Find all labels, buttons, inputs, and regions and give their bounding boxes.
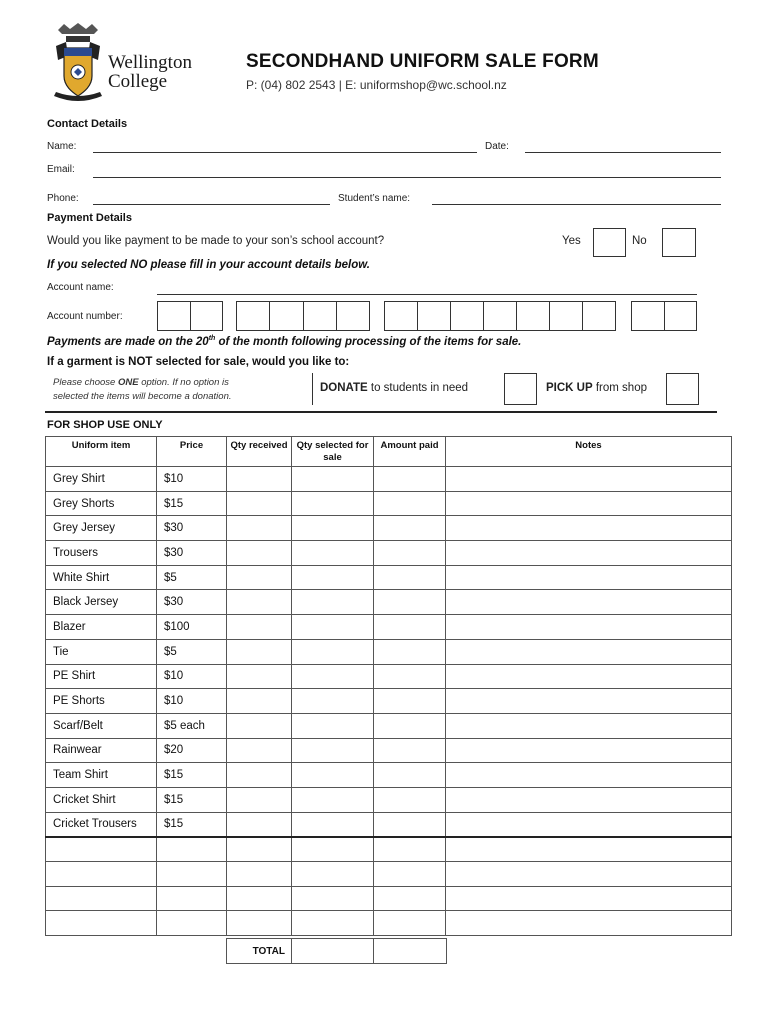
price-cell: $20: [157, 738, 227, 763]
college-name-line1: Wellington: [108, 52, 192, 73]
amount-paid-cell[interactable]: [374, 812, 446, 837]
blank-cell[interactable]: [446, 911, 732, 936]
qty-selected-cell[interactable]: [292, 467, 374, 492]
blank-cell[interactable]: [46, 886, 157, 911]
account-name-label: Account name:: [47, 282, 114, 293]
qty-received-cell[interactable]: [227, 738, 292, 763]
blank-cell[interactable]: [46, 837, 157, 862]
account-name-field[interactable]: [157, 294, 697, 295]
student-name-label: Student’s name:: [338, 193, 411, 204]
price-cell: $30: [157, 590, 227, 615]
email-label: Email:: [47, 164, 75, 175]
table-row: [46, 763, 732, 788]
name-field[interactable]: [93, 152, 477, 153]
uniform-item-cell: Tie: [46, 639, 157, 664]
blank-table-row: [46, 862, 732, 887]
blank-cell[interactable]: [374, 886, 446, 911]
college-crest-icon: [52, 22, 104, 106]
col-qty-received: Qty received: [227, 437, 292, 467]
table-header-row: [46, 437, 732, 467]
no-checkbox[interactable]: [662, 228, 696, 257]
account-number-branch[interactable]: [236, 301, 370, 331]
qty-selected-cell[interactable]: [292, 664, 374, 689]
col-uniform-item: Uniform item: [46, 437, 157, 467]
donate-option-label: [320, 382, 468, 394]
uniform-item-cell: Cricket Shirt: [46, 787, 157, 812]
qty-received-cell[interactable]: [227, 516, 292, 541]
table-row: [46, 812, 732, 837]
date-field[interactable]: [525, 152, 721, 153]
col-notes: Notes: [446, 437, 732, 467]
uniform-item-cell: PE Shirt: [46, 664, 157, 689]
uniform-item-cell: Cricket Trousers: [46, 812, 157, 837]
payment-note-rest: of the month following processing of the items for sale.: [215, 335, 522, 348]
qty-received-cell[interactable]: [227, 491, 292, 516]
uniform-item-cell: PE Shorts: [46, 689, 157, 714]
table-row: [46, 664, 732, 689]
price-cell: $100: [157, 615, 227, 640]
qty-received-cell[interactable]: [227, 590, 292, 615]
blank-cell[interactable]: [446, 886, 732, 911]
qty-selected-cell[interactable]: [292, 738, 374, 763]
email-field[interactable]: [93, 177, 721, 178]
price-cell: $15: [157, 763, 227, 788]
account-instruction: If you selected NO please fill in your account details below.: [47, 259, 370, 271]
contact-details-heading: Contact Details: [47, 118, 128, 130]
table-row: [46, 689, 732, 714]
qty-received-cell[interactable]: [227, 713, 292, 738]
college-logo: [52, 22, 212, 106]
qty-received-cell[interactable]: [227, 664, 292, 689]
payment-note-start: Payments are made on the 20: [47, 335, 209, 348]
notes-cell[interactable]: [446, 590, 732, 615]
blank-cell[interactable]: [374, 862, 446, 887]
amount-paid-cell[interactable]: [374, 615, 446, 640]
choose-hint-text: Please choose: [53, 377, 118, 388]
amount-paid-cell[interactable]: [374, 541, 446, 566]
shop-use-heading: FOR SHOP USE ONLY: [47, 419, 163, 431]
shop-use-table: [45, 436, 732, 936]
choose-hint-line2: selected the items will become a donation.: [53, 391, 232, 402]
table-row: [46, 491, 732, 516]
blank-table-row: [46, 911, 732, 936]
table-row: [46, 541, 732, 566]
not-selected-question: If a garment is NOT selected for sale, would you like to:: [47, 356, 350, 368]
pickup-option-label: [546, 382, 647, 394]
payment-question: Would you like payment to be made to your son’s school account?: [47, 235, 385, 247]
notes-cell[interactable]: [446, 763, 732, 788]
qty-selected-cell[interactable]: [292, 763, 374, 788]
amount-paid-cell[interactable]: [374, 516, 446, 541]
college-name: [108, 53, 192, 91]
qty-selected-cell[interactable]: [292, 516, 374, 541]
notes-cell[interactable]: [446, 516, 732, 541]
blank-cell[interactable]: [374, 911, 446, 936]
donate-bold: DONATE: [320, 382, 368, 394]
price-cell: $30: [157, 541, 227, 566]
table-row: [46, 787, 732, 812]
blank-cell[interactable]: [292, 862, 374, 887]
notes-cell[interactable]: [446, 787, 732, 812]
account-number-label: Account number:: [47, 311, 123, 322]
blank-cell[interactable]: [292, 911, 374, 936]
blank-cell[interactable]: [227, 837, 292, 862]
notes-cell[interactable]: [446, 713, 732, 738]
uniform-item-cell: Trousers: [46, 541, 157, 566]
blank-cell[interactable]: [157, 886, 227, 911]
yes-checkbox[interactable]: [593, 228, 626, 257]
table-row: [46, 516, 732, 541]
yes-label: Yes: [562, 235, 581, 247]
table-row: [46, 565, 732, 590]
blank-cell[interactable]: [446, 862, 732, 887]
blank-cell[interactable]: [157, 911, 227, 936]
blank-table-row: [46, 837, 732, 862]
phone-label: Phone:: [47, 193, 79, 204]
table-row: [46, 615, 732, 640]
col-qty-selected: Qty selected for sale: [292, 437, 374, 467]
price-cell: $10: [157, 689, 227, 714]
price-cell: $10: [157, 467, 227, 492]
blank-cell[interactable]: [374, 837, 446, 862]
qty-selected-cell[interactable]: [292, 639, 374, 664]
notes-cell[interactable]: [446, 565, 732, 590]
qty-selected-cell[interactable]: [292, 491, 374, 516]
uniform-item-cell: Grey Jersey: [46, 516, 157, 541]
choose-hint: [53, 376, 232, 404]
notes-cell[interactable]: [446, 615, 732, 640]
price-cell: $5: [157, 639, 227, 664]
qty-received-cell[interactable]: [227, 689, 292, 714]
pickup-rest: from shop: [592, 382, 647, 394]
blank-cell[interactable]: [227, 911, 292, 936]
price-cell: $30: [157, 516, 227, 541]
uniform-item-cell: Team Shirt: [46, 763, 157, 788]
no-label: No: [632, 235, 647, 247]
payment-details-heading: Payment Details: [47, 212, 132, 224]
price-cell: $15: [157, 812, 227, 837]
amount-paid-cell[interactable]: [374, 738, 446, 763]
account-number-account[interactable]: [384, 301, 616, 331]
total-spacer: [292, 938, 374, 964]
notes-cell[interactable]: [446, 664, 732, 689]
blank-cell[interactable]: [157, 862, 227, 887]
qty-selected-cell[interactable]: [292, 812, 374, 837]
qty-received-cell[interactable]: [227, 812, 292, 837]
choose-hint-text2: option. If no option is: [138, 377, 229, 388]
form-title: SECONDHAND UNIFORM SALE FORM: [246, 51, 599, 72]
notes-cell[interactable]: [446, 467, 732, 492]
choose-hint-line1: [53, 376, 232, 390]
blank-cell[interactable]: [292, 837, 374, 862]
uniform-item-cell: Black Jersey: [46, 590, 157, 615]
account-number-suffix[interactable]: [631, 301, 697, 331]
uniform-item-cell: Rainwear: [46, 738, 157, 763]
amount-paid-cell[interactable]: [374, 565, 446, 590]
amount-paid-cell[interactable]: [374, 713, 446, 738]
table-row: [46, 639, 732, 664]
uniform-item-cell: Blazer: [46, 615, 157, 640]
student-name-field[interactable]: [432, 204, 721, 205]
blank-cell[interactable]: [227, 886, 292, 911]
name-label: Name:: [47, 141, 77, 152]
price-cell: $5: [157, 565, 227, 590]
total-label: TOTAL: [226, 938, 292, 964]
payment-note-sup: th: [208, 335, 216, 342]
uniform-item-cell: Scarf/Belt: [46, 713, 157, 738]
uniform-item-cell: White Shirt: [46, 565, 157, 590]
blank-cell[interactable]: [227, 862, 292, 887]
price-cell: $15: [157, 491, 227, 516]
qty-selected-cell[interactable]: [292, 713, 374, 738]
blank-cell[interactable]: [292, 886, 374, 911]
date-label: Date:: [485, 141, 509, 152]
qty-received-cell[interactable]: [227, 467, 292, 492]
qty-selected-cell[interactable]: [292, 787, 374, 812]
amount-paid-cell[interactable]: [374, 664, 446, 689]
blank-cell[interactable]: [157, 837, 227, 862]
uniform-item-cell: Grey Shirt: [46, 467, 157, 492]
amount-paid-cell[interactable]: [374, 639, 446, 664]
amount-paid-cell[interactable]: [374, 689, 446, 714]
options-divider: [312, 373, 313, 405]
qty-selected-cell[interactable]: [292, 590, 374, 615]
qty-selected-cell[interactable]: [292, 541, 374, 566]
qty-selected-cell[interactable]: [292, 565, 374, 590]
price-cell: $5 each: [157, 713, 227, 738]
qty-received-cell[interactable]: [227, 615, 292, 640]
account-number-bank[interactable]: [157, 301, 223, 331]
table-row: [46, 738, 732, 763]
pickup-checkbox[interactable]: [666, 373, 699, 405]
blank-cell[interactable]: [46, 862, 157, 887]
pickup-bold: PICK UP: [546, 382, 593, 394]
phone-field[interactable]: [93, 204, 330, 205]
qty-received-cell[interactable]: [227, 639, 292, 664]
blank-cell[interactable]: [46, 911, 157, 936]
amount-paid-cell[interactable]: [374, 590, 446, 615]
col-amount-paid: Amount paid: [374, 437, 446, 467]
notes-cell[interactable]: [446, 812, 732, 837]
amount-paid-cell[interactable]: [374, 491, 446, 516]
price-cell: $10: [157, 664, 227, 689]
qty-received-cell[interactable]: [227, 763, 292, 788]
payment-note: [47, 335, 521, 348]
qty-received-cell[interactable]: [227, 565, 292, 590]
donate-rest: to students in need: [367, 382, 469, 394]
price-cell: $15: [157, 787, 227, 812]
college-name-line2: College: [108, 71, 168, 92]
col-price: Price: [157, 437, 227, 467]
donate-checkbox[interactable]: [504, 373, 537, 405]
shop-contact: P: (04) 802 2543 | E: uniformshop@wc.school.nz: [246, 78, 507, 92]
notes-cell[interactable]: [446, 738, 732, 763]
total-row: [226, 938, 447, 964]
blank-table-row: [46, 886, 732, 911]
blank-cell[interactable]: [446, 837, 732, 862]
notes-cell[interactable]: [446, 639, 732, 664]
amount-paid-cell[interactable]: [374, 787, 446, 812]
uniform-item-cell: Grey Shorts: [46, 491, 157, 516]
notes-cell[interactable]: [446, 491, 732, 516]
table-row: [46, 467, 732, 492]
section-divider: [45, 411, 717, 413]
table-row: [46, 590, 732, 615]
table-row: [46, 713, 732, 738]
notes-cell[interactable]: [446, 541, 732, 566]
amount-paid-cell[interactable]: [374, 467, 446, 492]
amount-paid-cell[interactable]: [374, 763, 446, 788]
choose-hint-one: ONE: [117, 377, 139, 388]
total-amount-field[interactable]: [374, 938, 447, 964]
notes-cell[interactable]: [446, 689, 732, 714]
qty-selected-cell[interactable]: [292, 615, 374, 640]
qty-selected-cell[interactable]: [292, 689, 374, 714]
qty-received-cell[interactable]: [227, 541, 292, 566]
qty-received-cell[interactable]: [227, 787, 292, 812]
